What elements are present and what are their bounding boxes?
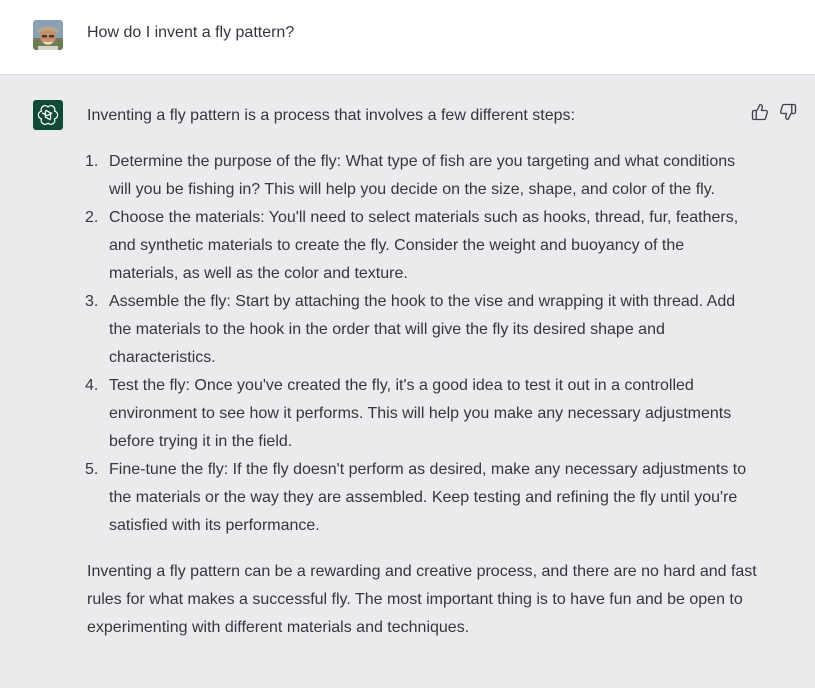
user-avatar-photo	[33, 20, 63, 50]
list-item: 2. Choose the materials: You'll need to select materials such as hooks, thread, fur, feathers, and synthetic materials to create the fly. Consider the weight and buoyancy of the materials, as well as the color and texture.	[85, 209, 739, 282]
thumbs-down-button[interactable]	[779, 103, 797, 121]
assistant-message-content	[87, 102, 757, 642]
openai-logo-icon	[37, 104, 59, 126]
user-message-row	[0, 0, 815, 75]
intro-paragraph: Inventing a fly pattern is a process that involves a few different steps:	[87, 107, 575, 124]
user-avatar	[33, 20, 63, 50]
list-item: 1. Determine the purpose of the fly: What type of fish are you targeting and what conditions will you be fishing in? This will help you decide on the size, shape, and color of the fly.	[85, 153, 736, 198]
list-item: 5. Fine-tune the fly: If the fly doesn't perform as desired, make any necessary adjustments to the materials or the way they are assembled. Keep testing and refining the fly until you're satisfied with its performance.	[85, 461, 747, 534]
assistant-message-row	[0, 75, 815, 688]
user-message-text: How do I invent a fly pattern?	[87, 24, 295, 41]
thumbs-down-icon	[779, 103, 797, 121]
list-item: 3. Assemble the fly: Start by attaching the hook to the vise and wrapping it with thread. Add the materials to the hook in the order that will give the fly its desired shape and characteristics.	[85, 293, 736, 366]
steps-list	[87, 148, 757, 540]
conclusion-paragraph: Inventing a fly pattern can be a rewarding and creative process, and there are no hard and fast rules for what makes a successful fly. The most important thing is to have fun and be open to experimenting with different materials and techniques.	[87, 563, 757, 636]
assistant-avatar	[33, 100, 63, 130]
list-item: 4. Test the fly: Once you've created the fly, it's a good idea to test it out in a controlled environment to see how it performs. This will help you make any necessary adjustments before trying it in the field.	[85, 377, 732, 450]
